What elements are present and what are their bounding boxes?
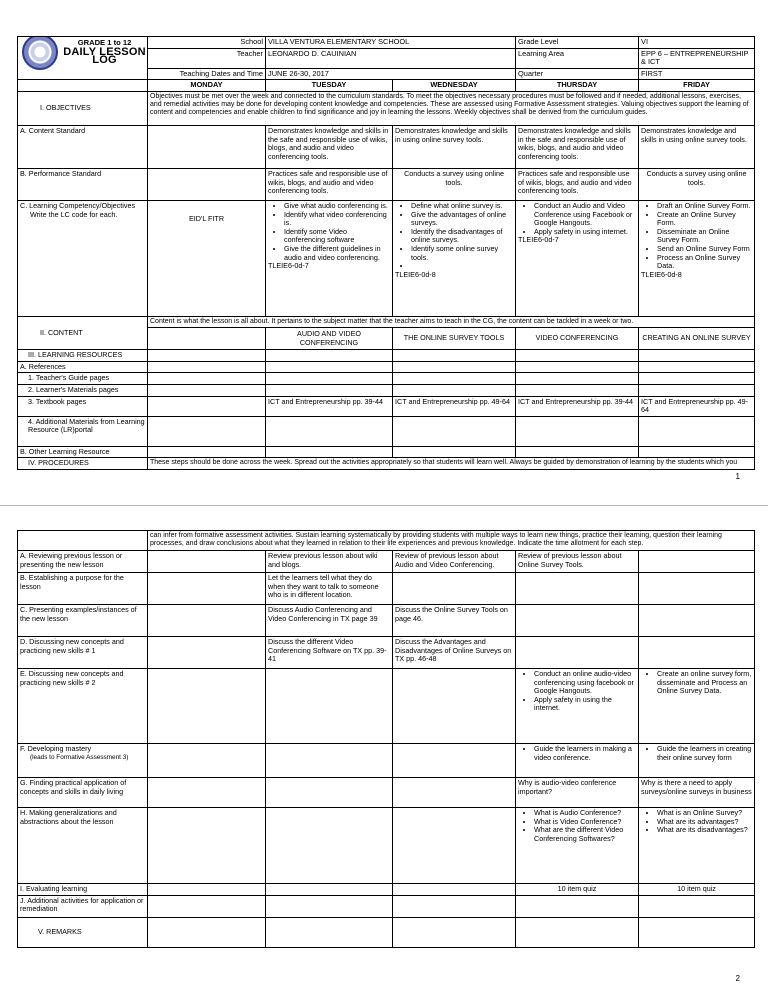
procedure-d-wed: Discuss the Advantages and Disadvantages of Online Surveys on TX pp. 46-48 bbox=[393, 637, 516, 669]
list-item: • Identify some online survey tools. bbox=[411, 245, 513, 262]
procedure-f-thu-list bbox=[518, 745, 636, 762]
day-monday: MONDAY bbox=[148, 80, 266, 92]
list-item: • Create an online survey form, disseminate and Process an Online Survey Data. bbox=[657, 670, 752, 696]
procedure-h-thu-list bbox=[518, 809, 636, 843]
school-label: School bbox=[148, 37, 266, 49]
procedure-e-label: E. Discussing new concepts and practicing new skills # 2 bbox=[18, 669, 148, 744]
blank-day-header bbox=[18, 80, 148, 92]
list-item: • What are its disadvantages? bbox=[657, 826, 752, 835]
competency-title: C. Learning Competency/Objectives bbox=[20, 200, 136, 210]
dates-value: JUNE 26-30, 2017 bbox=[266, 68, 516, 80]
remarks-label: V. REMARKS bbox=[18, 917, 148, 947]
content-tue: AUDIO AND VIDEO CONFERENCING bbox=[266, 328, 393, 350]
list-item: • Guide the learners in making a video conference. bbox=[534, 745, 636, 762]
list-item: • Conduct an online audio-video conferencing using facebook or Google Hangouts. bbox=[534, 670, 636, 696]
lc-code: TLEIE6-0d-7 bbox=[518, 235, 559, 245]
content-standard-label: A. Content Standard bbox=[18, 125, 148, 168]
procedure-h-label: H. Making generalizations and abstractions about the lesson bbox=[18, 808, 148, 884]
procedure-c-tue: Discuss Audio Conferencing and Video Conferencing in TX page 39 bbox=[266, 605, 393, 637]
grade-range: GRADE 1 to 12 bbox=[77, 38, 132, 48]
page-1 bbox=[0, 0, 768, 495]
learning-area-value: EPP 6 – ENTREPRENEURSHIP & ICT bbox=[639, 48, 755, 68]
content-standard-tue: Demonstrates knowledge and skills in the safe and responsible use of wikis, blogs, and audio and video conferencing tools. bbox=[266, 125, 393, 168]
page-number-2: 2 bbox=[735, 974, 740, 983]
procedure-f-fri bbox=[639, 744, 755, 778]
quarter-value: FIRST bbox=[639, 68, 755, 80]
procedure-e-fri bbox=[639, 669, 755, 744]
teacher-value: LEONARDO D. CAUINIAN bbox=[266, 48, 516, 68]
list-item: • Send an Online Survey Form bbox=[657, 245, 752, 254]
procedure-f-subtitle: (leads to Formative Assessment 3) bbox=[30, 753, 129, 761]
procedure-d-label: D. Discussing new concepts and practicing new skills # 1 bbox=[18, 637, 148, 669]
performance-standard-label: B. Performance Standard bbox=[18, 168, 148, 200]
content-note: Content is what the lesson is all about. It pertains to the subject matter that the teacher aims to teach in the CG, the content can be tackled in a week or two. bbox=[148, 316, 755, 327]
lc-code: TLEIE6-0d-8 bbox=[641, 269, 682, 279]
procedure-e-thu bbox=[516, 669, 639, 744]
procedure-e-fri-list bbox=[641, 670, 752, 696]
log-title: DAILY LESSON LOG bbox=[63, 45, 146, 67]
learning-area-label: Learning Area bbox=[516, 48, 639, 68]
procedure-c-wed: Discuss the Online Survey Tools on page 46. bbox=[393, 605, 516, 637]
list-item: • Draft an Online Survey Form. bbox=[657, 202, 752, 211]
list-item: • Define what online survey is. bbox=[411, 202, 513, 211]
list-item: • Process an Online Survey Data. bbox=[657, 254, 752, 271]
day-wednesday: WEDNESDAY bbox=[393, 80, 516, 92]
content-fri: CREATING AN ONLINE SURVEY bbox=[639, 328, 755, 350]
list-item: • Give the different guidelines in audio and video conferencing. bbox=[284, 245, 390, 262]
other-resources-label: B. Other Learning Resource bbox=[18, 446, 148, 458]
procedure-i-fri: 10 item quiz bbox=[639, 884, 755, 896]
procedure-f-label bbox=[18, 744, 148, 778]
list-item: • Identify the disadvantages of online surveys. bbox=[411, 228, 513, 245]
procedure-j-label: J. Additional activities for application or remediation bbox=[18, 895, 148, 917]
additional-materials-label: 4. Additional Materials from Learning Resource (LR)portal bbox=[18, 416, 148, 446]
day-tuesday: TUESDAY bbox=[266, 80, 393, 92]
list-item: • What are its advantages? bbox=[657, 818, 752, 827]
list-item: • What is Audio Conference? bbox=[534, 809, 636, 818]
procedure-f-thu bbox=[516, 744, 639, 778]
objectives-label: I. OBJECTIVES bbox=[18, 91, 148, 125]
day-friday: FRIDAY bbox=[639, 80, 755, 92]
procedures-table bbox=[17, 530, 755, 948]
procedures-note-1: These steps should be done across the week. Spread out the activities appropriately so that students will learn well. Always be guided by demonstration of learning by the students which you bbox=[148, 458, 755, 470]
textbook-mon bbox=[148, 396, 266, 416]
competency-instruction: Write the LC code for each. bbox=[30, 209, 118, 219]
content-standard-fri: Demonstrates knowledge and skills in using online survey tools. bbox=[639, 125, 755, 168]
content-label: II. CONTENT bbox=[18, 316, 148, 349]
objectives-note: Objectives must be met over the week and connected to the curriculum standards. To meet the objectives necessary procedures must be followed and if needed, additional lessons, exercises, and remedial activities may be done for developing content knowledge and competencies. These are assessed using Formative Assessment strategies. Valuing objectives support the learning of content and competencies and enable children to find significance and joy in learning the lessons. Weekly objectives shall be derived from the curriculum guides. bbox=[148, 91, 755, 125]
procedure-e-thu-list bbox=[518, 670, 636, 713]
list-item: • What is Video Conference? bbox=[534, 818, 636, 827]
procedure-a-wed: Review of previous lesson about Audio and Video Conferencing. bbox=[393, 551, 516, 573]
textbook-wed: ICT and Entrepreneurship pp. 49-64 bbox=[393, 396, 516, 416]
performance-standard-thu: Practices safe and responsible use of wikis, blogs, and audio and video conferencing tools. bbox=[516, 168, 639, 200]
logo-title-cell bbox=[18, 37, 148, 80]
textbook-pages-label: 3. Textbook pages bbox=[18, 396, 148, 416]
procedure-h-fri bbox=[639, 808, 755, 884]
page-2 bbox=[0, 505, 768, 1007]
learners-materials-label: 2. Learner's Materials pages bbox=[18, 384, 148, 396]
performance-standard-tue: Practices safe and responsible use of wikis, blogs, and audio and video conferencing tools. bbox=[266, 168, 393, 200]
procedure-a-tue: Review previous lesson about wiki and blogs. bbox=[266, 551, 393, 573]
competency-label bbox=[18, 200, 148, 316]
competency-tue-list bbox=[268, 202, 390, 262]
procedure-g-label: G. Finding practical application of concepts and skills in daily living bbox=[18, 778, 148, 808]
competency-thu-list bbox=[518, 202, 636, 236]
competency-fri bbox=[639, 200, 755, 316]
teacher-label: Teacher bbox=[148, 48, 266, 68]
dates-label: Teaching Dates and Time bbox=[148, 68, 266, 80]
page-number-1: 1 bbox=[735, 472, 740, 481]
procedures-note-2: can infer from formative assessment activities. Sustain learning systematically by providing students with multiple ways to learn new things, practice their learning, question their learning processes, and draw conclusions about what they learned in relation to their life experiences and previous knowledge. Indicate the time allotment for each step. bbox=[148, 531, 755, 551]
performance-standard-wed: Conducts a survey using online tools. bbox=[393, 168, 516, 200]
list-item: • What is an Online Survey? bbox=[657, 809, 752, 818]
content-thu: VIDEO CONFERENCING bbox=[516, 328, 639, 350]
daily-lesson-log-table bbox=[17, 36, 755, 470]
list-item: • Apply safety in using the internet. bbox=[534, 696, 636, 713]
procedure-i-label: I. Evaluating learning bbox=[18, 884, 148, 896]
list-item: • Create an Online Survey Form. bbox=[657, 211, 752, 228]
references-label: A. References bbox=[18, 361, 148, 373]
grade-level-label: Grade Level bbox=[516, 37, 639, 49]
procedure-g-fri: Why is there a need to apply surveys/online surveys in business bbox=[639, 778, 755, 808]
list-item: • Apply safety in using internet. bbox=[534, 228, 636, 237]
content-mon bbox=[148, 328, 266, 350]
procedure-f-title: F. Developing mastery bbox=[20, 744, 92, 753]
procedure-i-thu: 10 item quiz bbox=[516, 884, 639, 896]
procedure-h-fri-list bbox=[641, 809, 752, 835]
procedure-d-tue: Discuss the different Video Conferencing Software on TX pp. 39-41 bbox=[266, 637, 393, 669]
competency-tue bbox=[266, 200, 393, 316]
procedures-label: IV. PROCEDURES bbox=[18, 458, 148, 470]
competency-fri-list bbox=[641, 202, 752, 271]
textbook-fri: ICT and Entrepreneurship pp. 49-64 bbox=[639, 396, 755, 416]
procedure-b-label: B. Establishing a purpose for the lesson bbox=[18, 573, 148, 605]
teachers-guide-label: 1. Teacher's Guide pages bbox=[18, 373, 148, 385]
performance-standard-fri: Conducts a survey using online tools. bbox=[639, 168, 755, 200]
list-item: • Give the advantages of online surveys. bbox=[411, 211, 513, 228]
lc-code: TLEIE6-0d-8 bbox=[395, 269, 436, 279]
school-value: VILLA VENTURA ELEMENTARY SCHOOL bbox=[266, 37, 516, 49]
textbook-thu: ICT and Entrepreneurship pp. 39-44 bbox=[516, 396, 639, 416]
list-item: • Guide the learners in creating their online survey form bbox=[657, 745, 752, 762]
competency-thu bbox=[516, 200, 639, 316]
list-item: • What are the different Video Conferencing Softwares? bbox=[534, 826, 636, 843]
content-standard-thu: Demonstrates knowledge and skills in the safe and responsible use of wikis, blogs, and audio and video conferencing tools. bbox=[516, 125, 639, 168]
procedure-h-thu bbox=[516, 808, 639, 884]
list-item: • Conduct an Audio and Video Conference using Facebook or Google Hangouts. bbox=[534, 202, 636, 228]
content-standard-wed: Demonstrates knowledge and skills in using online survey tools. bbox=[393, 125, 516, 168]
list-item: • Identify what video conferencing is. bbox=[284, 211, 390, 228]
lc-code: TLEIE6-0d-7 bbox=[268, 261, 309, 271]
competency-mon: EID'L FITR bbox=[148, 200, 266, 316]
list-item: • Identify some Video conferencing software bbox=[284, 228, 390, 245]
procedure-c-label: C. Presenting examples/instances of the new lesson bbox=[18, 605, 148, 637]
deped-seal-icon bbox=[22, 37, 58, 71]
procedure-f-fri-list bbox=[641, 745, 752, 762]
procedure-b-tue: Let the learners tell what they do when they want to talk to someone who is in different location. bbox=[266, 573, 393, 605]
procedure-a-thu: Review of previous lesson about Online Survey Tools. bbox=[516, 551, 639, 573]
textbook-tue: ICT and Entrepreneurship pp. 39-44 bbox=[266, 396, 393, 416]
blank-cell bbox=[18, 531, 148, 551]
quarter-label: Quarter bbox=[516, 68, 639, 80]
content-wed: THE ONLINE SURVEY TOOLS bbox=[393, 328, 516, 350]
day-thursday: THURSDAY bbox=[516, 80, 639, 92]
list-item: • Disseminate an Online Survey Form. bbox=[657, 228, 752, 245]
procedure-g-thu: Why is audio-video conference important? bbox=[516, 778, 639, 808]
performance-standard-mon bbox=[148, 168, 266, 200]
content-standard-mon bbox=[148, 125, 266, 168]
learning-resources-label: III. LEARNING RESOURCES bbox=[18, 350, 148, 362]
list-item: • Give what audio conferencing is. bbox=[284, 202, 390, 211]
procedure-a-label: A. Reviewing previous lesson or presenting the new lesson bbox=[18, 551, 148, 573]
grade-level-value: VI bbox=[639, 37, 755, 49]
competency-wed-list bbox=[395, 202, 513, 271]
competency-wed bbox=[393, 200, 516, 316]
